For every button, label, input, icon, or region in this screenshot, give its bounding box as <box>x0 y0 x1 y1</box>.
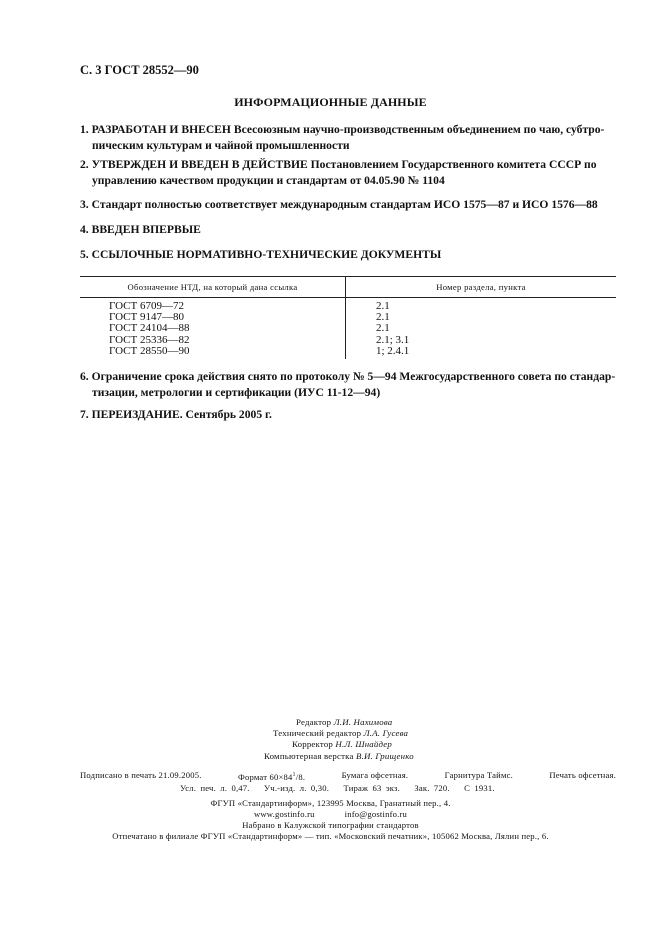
item-2-rest-cont: управлению качеством продукции и стандартам от 04.05.90 № 1104 <box>92 174 445 187</box>
table-header-row <box>80 277 616 298</box>
table-section-cell <box>346 298 617 360</box>
format-suffix: /8. <box>295 771 306 782</box>
page-header: С. 3 ГОСТ 28552—90 <box>80 63 199 77</box>
credit-layout <box>0 751 661 762</box>
credit-role: Технический редактор <box>273 728 362 739</box>
table-doc-cell <box>80 298 346 360</box>
print-run: Тираж 63 экз. <box>343 783 400 794</box>
publisher-sheets: Уч.-изд. л. 0,30. <box>264 783 330 794</box>
item-1 <box>80 122 616 154</box>
credit-person: Л.И. Нахимова <box>333 717 393 727</box>
section-number: 2.1 <box>376 300 390 312</box>
item-4: 4. ВВЕДЕН ВПЕРВЫЕ <box>80 223 201 236</box>
item-2 <box>80 157 616 189</box>
credit-person: Н.Л. Шнайдер <box>335 739 392 750</box>
publication-row-1 <box>80 770 616 783</box>
format-prefix: Формат 60×84 <box>237 771 293 782</box>
item-2-lead: 2. УТВЕРЖДЕН И ВВЕДЕН В ДЕЙСТВИЕ <box>80 158 308 171</box>
section-number: 1; 2.4.1 <box>376 344 410 357</box>
doc-designation: ГОСТ 6709—72 <box>109 300 184 312</box>
item-6-line1: 6. Ограничение срока действия снято по протоколу № 5—94 Межгосударственного совета по стандар- <box>80 370 616 383</box>
order-number: Зак. 720. <box>414 783 450 794</box>
section-number: 2.1; 3.1 <box>376 333 410 346</box>
publication-row-2 <box>80 783 616 794</box>
publication-info <box>80 770 616 794</box>
code: С 1931. <box>464 783 495 794</box>
doc-designation: ГОСТ 9147—80 <box>109 311 184 324</box>
credit-person: В.И. Грищенко <box>356 750 414 761</box>
table-col-doc-header: Обозначение НТД, на который дана ссылка <box>80 277 346 298</box>
credit-role: Корректор <box>292 739 334 750</box>
item-5: 5. ССЫЛОЧНЫЕ НОРМАТИВНО-ТЕХНИЧЕСКИЕ ДОКУМЕНТЫ <box>80 248 442 261</box>
credit-role: Компьютерная верстка <box>264 750 354 761</box>
credit-tech-editor <box>0 728 661 739</box>
print-type: Печать офсетная. <box>549 770 616 780</box>
credit-proofreader <box>0 739 661 750</box>
typeface: Гарнитура Таймс. <box>444 770 513 780</box>
publisher-footer <box>0 798 661 842</box>
section-number: 2.1 <box>376 311 390 324</box>
item-6 <box>80 369 616 401</box>
typesetting-info: Набрано в Калужской типографии стандартов <box>242 820 419 830</box>
publisher-contacts <box>0 809 661 820</box>
reference-docs-table <box>80 276 616 359</box>
item-6-line2: тизации, метрологии и сертификации (ИУС 11-12—94) <box>92 386 381 399</box>
signed-date: Подписано в печать 21.09.2005. <box>80 770 202 780</box>
print-sheets: Усл. печ. л. 0,47. <box>180 783 250 794</box>
item-1-lead: 1. РАЗРАБОТАН И ВНЕСЕН <box>80 123 231 136</box>
doc-designation: ГОСТ 28550—90 <box>109 344 190 357</box>
section-title: ИНФОРМАЦИОННЫЕ ДАННЫЕ <box>234 95 427 109</box>
item-1-rest: Всесоюзным научно-производственным объединением по чаю, субтро- <box>230 123 605 136</box>
doc-designation: ГОСТ 24104—88 <box>109 322 190 335</box>
credit-person: Л.А. Гусева <box>363 728 409 739</box>
publisher-address: ФГУП «Стандартинформ», 123995 Москва, Гранатный пер., 4. <box>210 798 451 808</box>
item-7: 7. ПЕРЕИЗДАНИЕ. Сентябрь 2005 г. <box>80 408 272 421</box>
paper-type: Бумага офсетная. <box>341 770 409 780</box>
website-link[interactable]: www.gostinfo.ru <box>253 809 315 819</box>
format-sup: 1 <box>292 772 296 778</box>
email-link[interactable]: info@gostinfo.ru <box>344 809 408 819</box>
item-3: 3. Стандарт полностью соответствует международным стандартам ИСО 1575—87 и ИСО 1576—88 <box>80 198 598 211</box>
credit-editor <box>0 717 661 728</box>
item-2-rest: Постановлением Государственного комитета СССР по <box>307 158 597 171</box>
table-col-section-header: Номер раздела, пункта <box>346 277 617 298</box>
table-row <box>80 298 616 360</box>
editorial-credits <box>0 717 661 762</box>
credit-role: Редактор <box>296 717 332 727</box>
section-number: 2.1 <box>376 322 390 335</box>
item-1-rest-cont: пическим культурам и чайной промышленности <box>92 139 350 152</box>
format <box>238 770 305 783</box>
printing-info: Отпечатано в филиале ФГУП «Стандартинформ» — тип. «Московский печатник», 105062 Москва, Лялин пер., 6. <box>112 831 549 841</box>
doc-designation: ГОСТ 25336—82 <box>109 333 190 346</box>
